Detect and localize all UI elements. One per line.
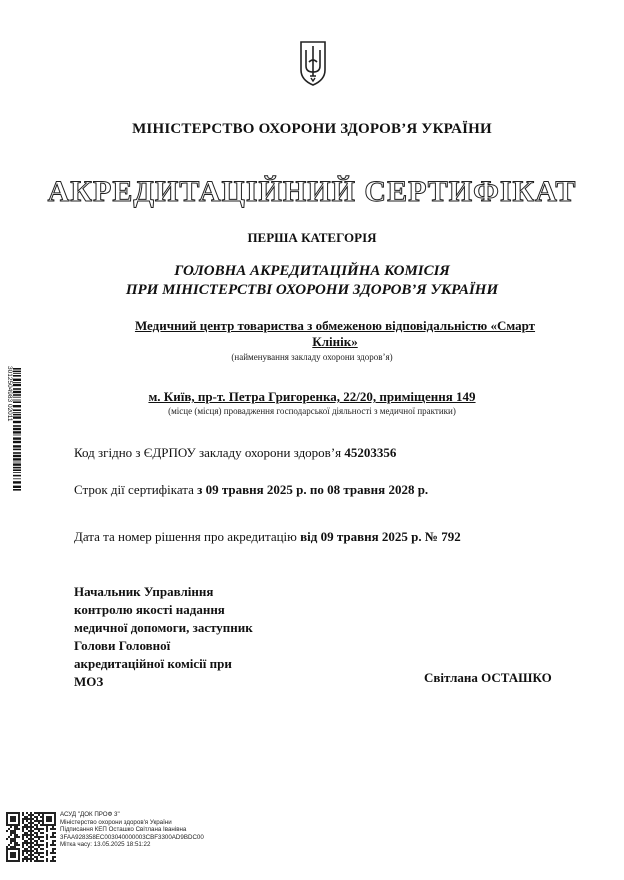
signer-position-line: Начальник Управління [74,584,214,599]
signer-position-line: медичної допомоги, заступник [74,620,253,635]
organization-name [60,318,610,350]
validity-value: з 09 травня 2025 р. по 08 травня 2028 р. [197,482,429,497]
decision-label: Дата та номер рішення про акредитацію [74,529,301,544]
address [0,389,624,405]
stamp-line: Мітка часу: 13.05.2025 18:51:22 [60,841,151,849]
qr-code-icon [6,812,56,862]
edrpou-value: 45203356 [344,445,397,460]
edrpou-label: Код згідно з ЄДРПОУ закладу охорони здоров’я [74,445,345,460]
signer-position-line: акредитаційної комісії при [74,656,232,671]
stamp-line: 3FAA928358EC003040000003CBF3300AD9BDC00 [60,833,204,841]
commission-name [0,262,624,300]
address-caption: (місце (місця) провадження господарської діяльності з медичної практики) [168,406,456,416]
digital-signature-stamp [60,811,204,849]
stamp-line: Підписання КЕП Осташко Світлана Іванівна [60,826,187,834]
barcode-icon [4,366,22,494]
decision-line [74,529,461,545]
decision-value: від 09 травня 2025 р. № 792 [300,529,461,544]
signer-position-line: контролю якості надання [74,602,225,617]
organization-name-line-1: Медичний центр товариства з обмеженою відповідальністю «Смарт [134,318,536,333]
validity-line [74,482,428,498]
address-text: м. Київ, пр-т. Петра Григоренка, 22/20, приміщення 149 [148,389,476,404]
signer-position [74,583,304,691]
edrpou-line [74,445,396,461]
organization-name-line-2: Клінік» [312,334,358,349]
stamp-line: АСУД "ДОК ПРОФ 3" [60,811,120,818]
certificate-title: АКРЕДИТАЦІЙНИЙ СЕРТИФІКАТ [47,175,577,208]
trident-coat-of-arms-icon [299,40,327,86]
barcode-number: 3012504983 02011 [6,366,13,422]
commission-line-1: ГОЛОВНА АКРЕДИТАЦІЙНА КОМІСІЯ [174,263,450,279]
organization-caption: (найменування закладу охорони здоров’я) [231,352,393,362]
stamp-line: Міністерство охорони здоров'я України [60,818,172,826]
validity-label: Строк дії сертифіката [74,482,198,497]
signer-position-line: МОЗ [74,674,104,689]
ministry-name: МІНІСТЕРСТВО ОХОРОНИ ЗДОРОВ’Я УКРАЇНИ [132,121,492,137]
signer-name: Світлана ОСТАШКО [424,670,552,685]
signer-position-line: Голови Головної [74,638,171,653]
commission-line-2: ПРИ МІНІСТЕРСТВІ ОХОРОНИ ЗДОРОВ’Я УКРАЇНИ [125,282,499,298]
category-label: ПЕРША КАТЕГОРІЯ [247,230,377,245]
